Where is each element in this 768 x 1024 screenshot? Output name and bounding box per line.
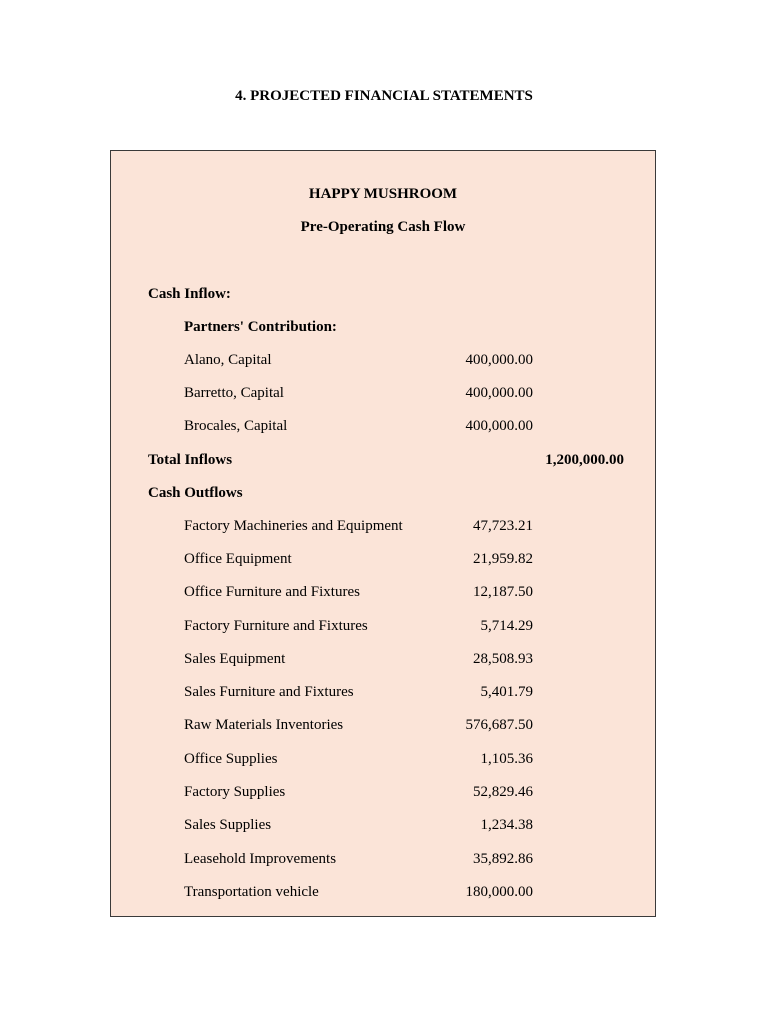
outflow-row bbox=[111, 683, 655, 701]
outflow-label: Factory Furniture and Fixtures bbox=[184, 618, 368, 634]
outflow-label: Office Supplies bbox=[184, 751, 278, 767]
partners-contribution-row bbox=[111, 318, 655, 336]
outflow-amount: 21,959.82 bbox=[473, 551, 533, 567]
outflow-row bbox=[111, 583, 655, 601]
outflow-amount: 576,687.50 bbox=[465, 717, 533, 733]
inflow-label: Barretto, Capital bbox=[184, 385, 284, 401]
outflow-label: Transportation vehicle bbox=[184, 884, 319, 900]
outflow-amount: 35,892.86 bbox=[473, 851, 533, 867]
outflow-row bbox=[111, 716, 655, 734]
total-inflows-amount: 1,200,000.00 bbox=[545, 452, 624, 468]
inflow-amount: 400,000.00 bbox=[465, 352, 533, 368]
page-heading: 4. PROJECTED FINANCIAL STATEMENTS bbox=[235, 88, 533, 104]
outflow-row bbox=[111, 550, 655, 568]
inflow-row bbox=[111, 351, 655, 369]
outflow-amount: 1,105.36 bbox=[480, 751, 533, 767]
cash-flow-statement bbox=[110, 150, 656, 917]
outflow-amount: 5,401.79 bbox=[480, 684, 533, 700]
inflow-amount: 400,000.00 bbox=[465, 418, 533, 434]
cash-inflow-heading-row bbox=[111, 285, 655, 303]
outflow-label: Office Furniture and Fixtures bbox=[184, 584, 360, 600]
outflow-row bbox=[111, 883, 655, 901]
outflow-row bbox=[111, 850, 655, 868]
outflow-label: Office Equipment bbox=[184, 551, 292, 567]
outflow-label: Sales Supplies bbox=[184, 817, 272, 833]
outflow-amount: 1,234.38 bbox=[480, 817, 533, 833]
outflow-label: Factory Supplies bbox=[184, 784, 286, 800]
outflow-label: Factory Machineries and Equipment bbox=[184, 518, 403, 534]
outflow-row bbox=[111, 750, 655, 768]
outflow-row bbox=[111, 783, 655, 801]
outflow-label: Raw Materials Inventories bbox=[184, 717, 344, 733]
cash-outflows-heading: Cash Outflows bbox=[148, 485, 243, 501]
outflow-row bbox=[111, 517, 655, 535]
inflow-row bbox=[111, 384, 655, 402]
outflow-label: Sales Furniture and Fixtures bbox=[184, 684, 354, 700]
total-inflows-row bbox=[111, 451, 655, 469]
statement-title: Pre-Operating Cash Flow bbox=[300, 219, 466, 235]
outflow-row bbox=[111, 816, 655, 834]
inflow-row bbox=[111, 417, 655, 435]
outflow-amount: 47,723.21 bbox=[473, 518, 533, 534]
outflow-label: Sales Equipment bbox=[184, 651, 286, 667]
cash-inflow-heading: Cash Inflow: bbox=[148, 286, 231, 302]
outflow-amount: 28,508.93 bbox=[473, 651, 533, 667]
total-inflows-label: Total Inflows bbox=[148, 452, 233, 468]
company-name: HAPPY MUSHROOM bbox=[308, 186, 458, 202]
outflow-amount: 52,829.46 bbox=[473, 784, 533, 800]
partners-contribution-heading: Partners' Contribution: bbox=[184, 319, 337, 335]
outflow-amount: 5,714.29 bbox=[480, 618, 533, 634]
cash-outflows-heading-row bbox=[111, 484, 655, 502]
inflow-amount: 400,000.00 bbox=[465, 385, 533, 401]
outflow-row bbox=[111, 650, 655, 668]
outflow-label: Leasehold Improvements bbox=[184, 851, 337, 867]
outflow-row bbox=[111, 617, 655, 635]
outflow-amount: 12,187.50 bbox=[473, 584, 533, 600]
inflow-label: Alano, Capital bbox=[184, 352, 272, 368]
inflow-label: Brocales, Capital bbox=[184, 418, 288, 434]
outflow-amount: 180,000.00 bbox=[465, 884, 533, 900]
